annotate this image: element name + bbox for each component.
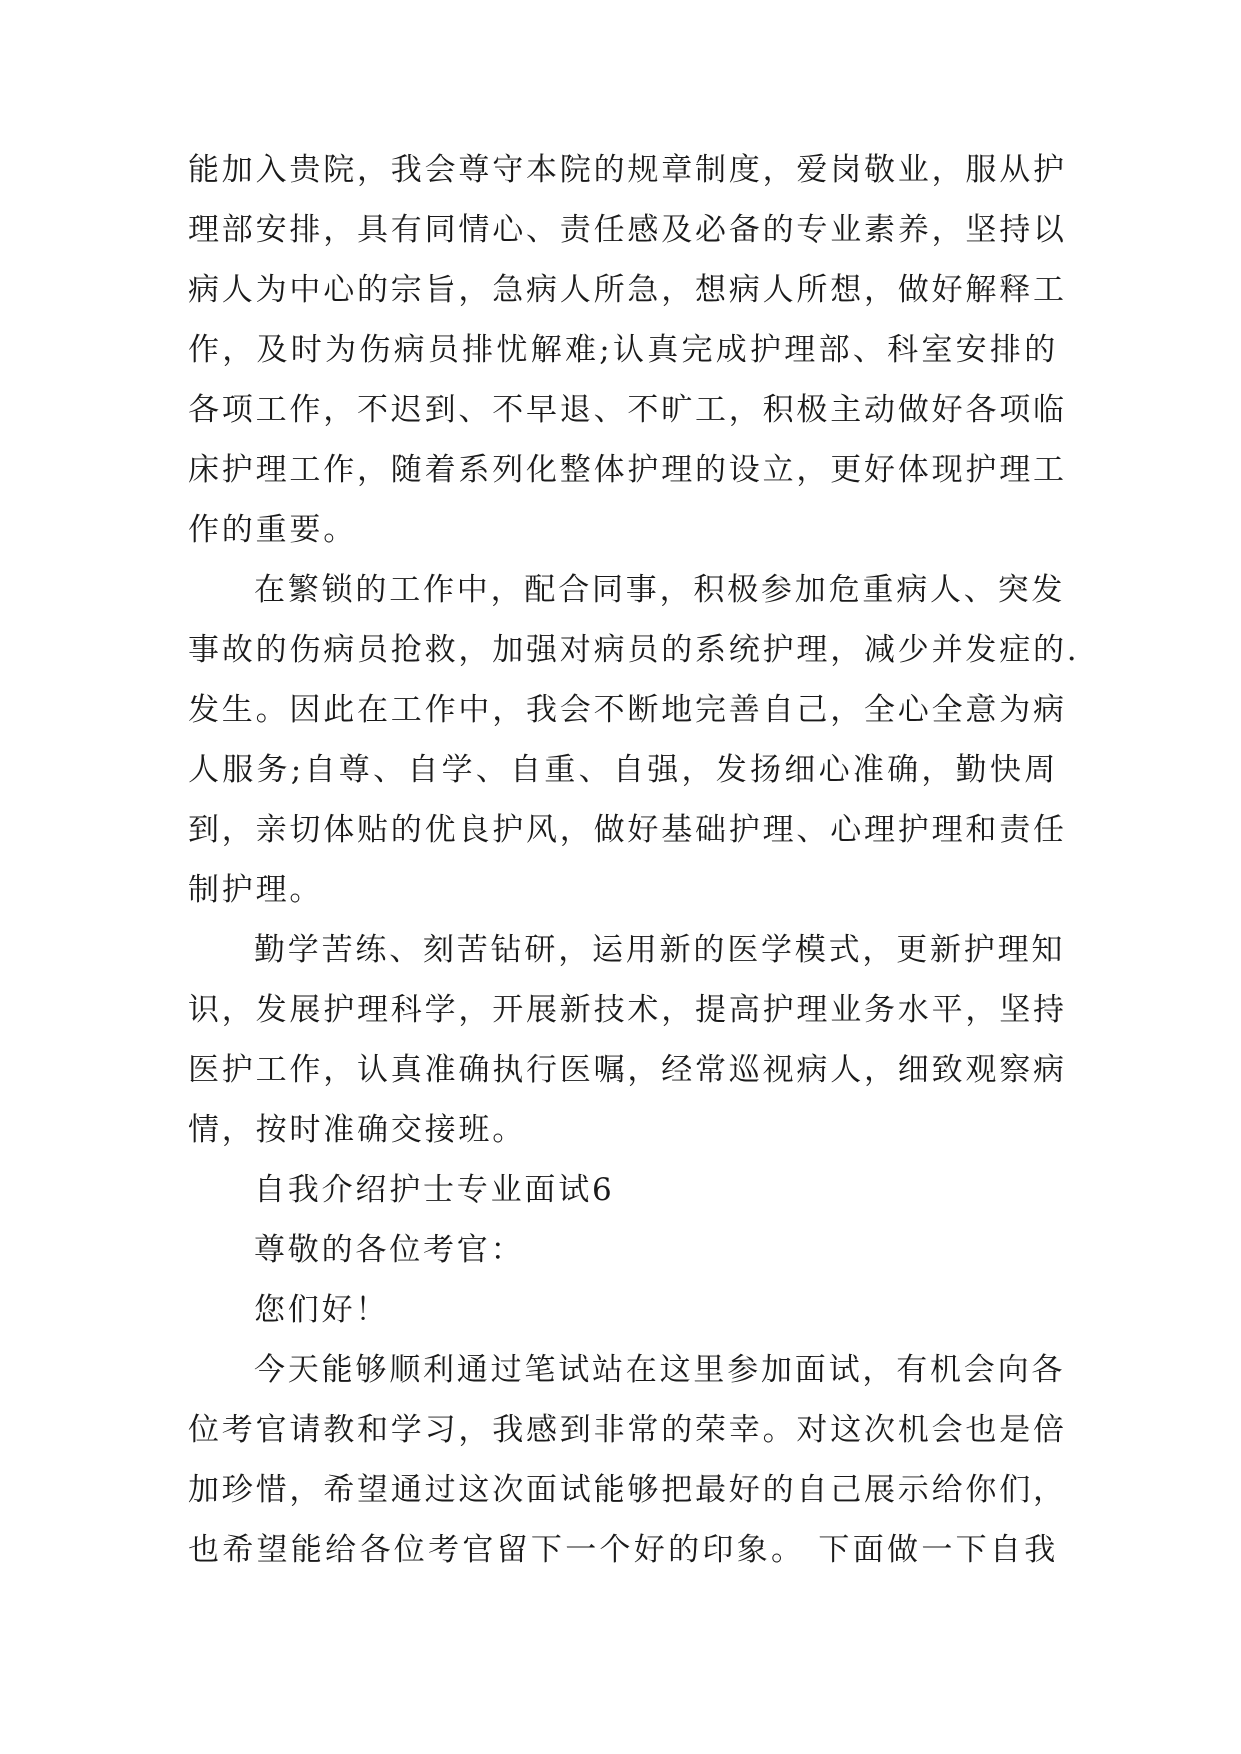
text-line: 加珍惜，希望通过这次面试能够把最好的自己展示给你们， xyxy=(188,1472,1067,1508)
heading-text: 自我介绍护士专业面试6 xyxy=(254,1172,615,1208)
text-line: 病人为中心的宗旨，急病人所急，想病人所想，做好解释工 xyxy=(188,272,1067,308)
text-line: 作的重要。 xyxy=(188,512,357,548)
text-line: 理部安排，具有同情心、责任感及必备的专业素养，坚持以 xyxy=(188,212,1067,248)
text-line: 在繁锁的工作中，配合同事，积极参加危重病人、突发 xyxy=(254,572,1066,608)
text-line: 情，按时准确交接班。 xyxy=(188,1112,526,1148)
paragraph-intro xyxy=(188,1340,1067,1580)
salutation xyxy=(188,1220,1058,1280)
text-line: 医护工作，认真准确执行医嘱，经常巡视病人，细致观察病 xyxy=(188,1052,1067,1088)
text-line: 事故的伤病员抢救，加强对病员的系统护理，减少并发症的. xyxy=(188,632,1080,668)
text-line: 床护理工作，随着系列化整体护理的设立，更好体现护理工 xyxy=(188,452,1067,488)
greeting-text: 您们好！ xyxy=(254,1292,390,1328)
text-line: 到，亲切体贴的优良护风，做好基础护理、心理护理和责任 xyxy=(188,812,1067,848)
text-line: 识，发展护理科学，开展新技术，提高护理业务水平，坚持 xyxy=(188,992,1067,1028)
text-line: 发生。因此在工作中，我会不断地完善自己，全心全意为病 xyxy=(188,692,1067,728)
greeting xyxy=(188,1280,1058,1340)
text-line: 人服务;自尊、自学、自重、自强，发扬细心准确，勤快周 xyxy=(188,752,1058,788)
text-line: 制护理。 xyxy=(188,872,324,908)
document-body xyxy=(188,140,1080,1580)
section-heading xyxy=(188,1160,1058,1220)
text-line: 能加入贵院，我会尊守本院的规章制度，爱岗敬业，服从护 xyxy=(188,152,1067,188)
paragraph-1 xyxy=(188,140,1067,560)
text-line: 勤学苦练、刻苦钻研，运用新的医学模式，更新护理知 xyxy=(254,932,1066,968)
text-line: 各项工作，不迟到、不早退、不旷工，积极主动做好各项临 xyxy=(188,392,1067,428)
text-line: 作，及时为伤病员排忧解难;认真完成护理部、科室安排的 xyxy=(188,332,1058,368)
paragraph-3 xyxy=(188,920,1067,1160)
text-line: 也希望能给各位考官留下一个好的印象。 下面做一下自我 xyxy=(188,1532,1058,1568)
paragraph-2 xyxy=(188,560,1080,920)
text-line: 位考官请教和学习，我感到非常的荣幸。对这次机会也是倍 xyxy=(188,1412,1067,1448)
salutation-text: 尊敬的各位考官： xyxy=(254,1232,525,1268)
text-line: 今天能够顺利通过笔试站在这里参加面试，有机会向各 xyxy=(254,1352,1066,1388)
